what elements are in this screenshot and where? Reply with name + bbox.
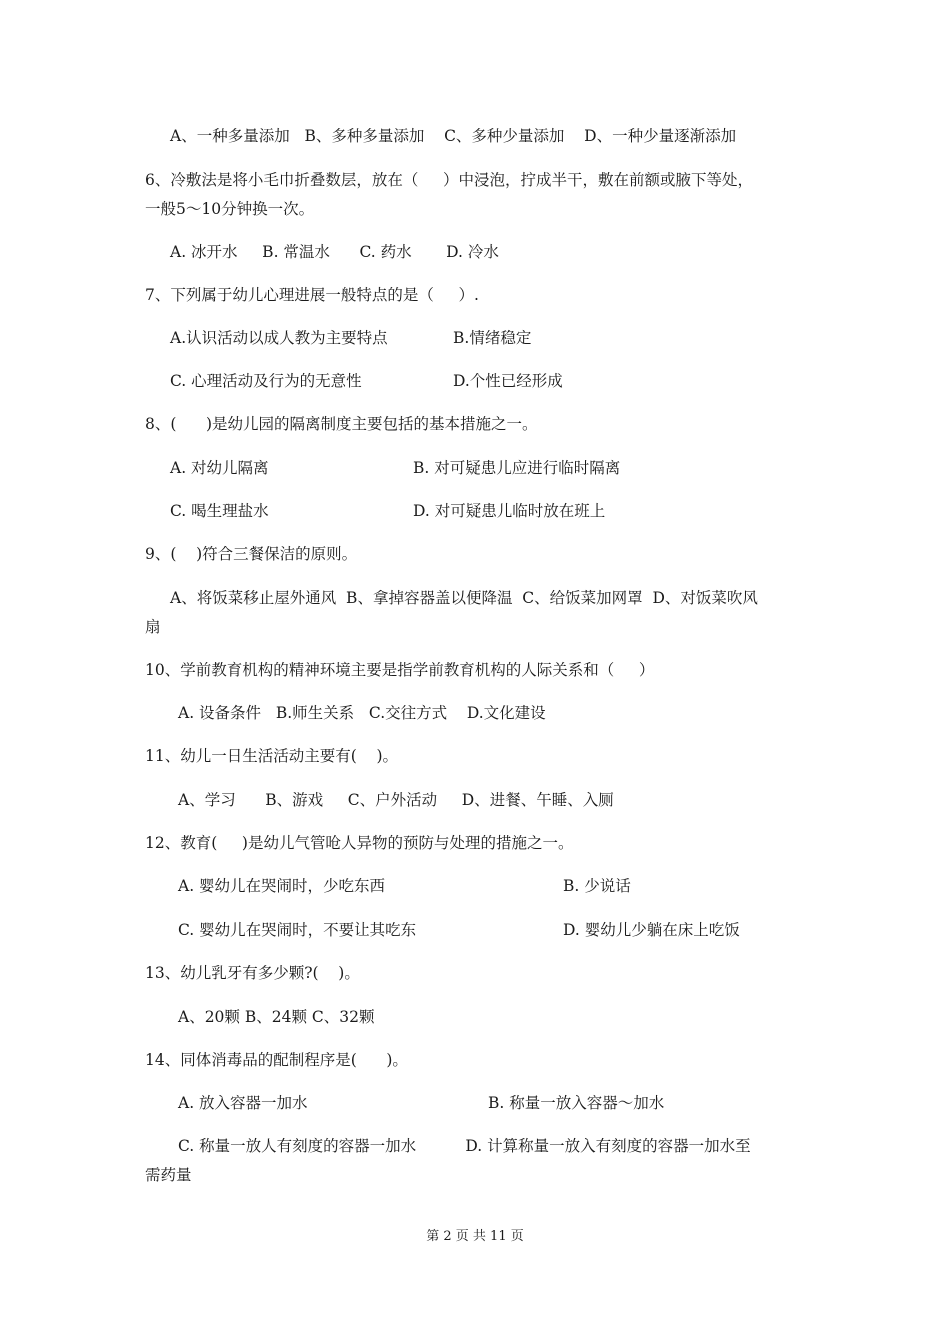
question-7-option-d: D.个性已经形成 (453, 372, 563, 390)
question-12-option-a: A. 婴幼儿在哭闹时，少吃东西 (178, 877, 386, 895)
question-8-stem: 8、( )是幼儿园的隔离制度主要包括的基本措施之一。 (145, 415, 538, 433)
question-9-options: A、将饭菜移止屋外通风 B、拿掉容器盖以便降温 C、给饭菜加网罩 D、对饭菜吹风 (170, 589, 758, 607)
question-12-option-c: C. 婴幼儿在哭闹时，不要让其吃东 (178, 921, 417, 939)
question-6-stem: 6、冷敷法是将小毛巾折叠数层，放在（ ）中浸泡，拧成半干，敷在前额或腋下等处， (145, 171, 753, 189)
question-13-stem: 13、幼儿乳牙有多少颗?( )。 (145, 964, 360, 982)
question-11-options: A、学习 B、游戏 C、户外活动 D、进餐、午睡、入厕 (178, 791, 614, 809)
question-8-option-d: D. 对可疑患儿临时放在班上 (413, 502, 606, 520)
page-number: 第 2 页 共 11 页 (426, 1229, 524, 1244)
question-14-option-a: A. 放入容器一加水 (178, 1094, 308, 1112)
question-14-option-b: B. 称量一放入容器～加水 (488, 1094, 665, 1112)
question-5-options: A、一种多量添加 B、多种多量添加 C、多种少量添加 D、一种少量逐渐添加 (170, 127, 737, 145)
question-12-stem: 12、教育( )是幼儿气管呛人异物的预防与处理的措施之一。 (145, 834, 574, 852)
question-8-option-c: C. 喝生理盐水 (170, 502, 269, 520)
question-14-option-d-continued: 需药量 (145, 1166, 192, 1184)
question-14-option-c-d: C. 称量一放人有刻度的容器一加水 D. 计算称量一放入有刻度的容器一加水至 (178, 1137, 751, 1155)
question-10-options: A. 设备条件 B.师生关系 C.交往方式 D.文化建设 (178, 704, 546, 722)
question-6-options: A. 冰开水 B. 常温水 C. 药水 D. 冷水 (170, 243, 499, 261)
question-7-option-b: B.情绪稳定 (453, 329, 532, 347)
question-7-option-c: C. 心理活动及行为的无意性 (170, 372, 362, 390)
question-10-stem: 10、学前教育机构的精神环境主要是指学前教育机构的人际关系和（ ） (145, 661, 655, 679)
question-8-option-a: A. 对幼儿隔离 (170, 459, 269, 477)
question-8-option-b: B. 对可疑患儿应进行临时隔离 (413, 459, 621, 477)
question-12-option-d: D. 婴幼儿少躺在床上吃饭 (563, 921, 740, 939)
question-12-option-b: B. 少说话 (563, 877, 631, 895)
question-11-stem: 11、幼儿一日生活活动主要有( )。 (145, 747, 399, 765)
question-13-options: A、20颗 B、24颗 C、32颗 (178, 1008, 375, 1026)
question-9-stem: 9、( )符合三餐保洁的原则。 (145, 545, 358, 563)
question-6-stem-continued: 一般5～10分钟换一次。 (145, 200, 315, 218)
question-14-stem: 14、同体消毒品的配制程序是( )。 (145, 1051, 408, 1069)
question-7-option-a: A.认识活动以成人教为主要特点 (170, 329, 388, 347)
question-7-stem: 7、下列属于幼儿心理进展一般特点的是（ ）. (145, 286, 479, 304)
question-9-options-continued: 扇 (145, 618, 161, 636)
